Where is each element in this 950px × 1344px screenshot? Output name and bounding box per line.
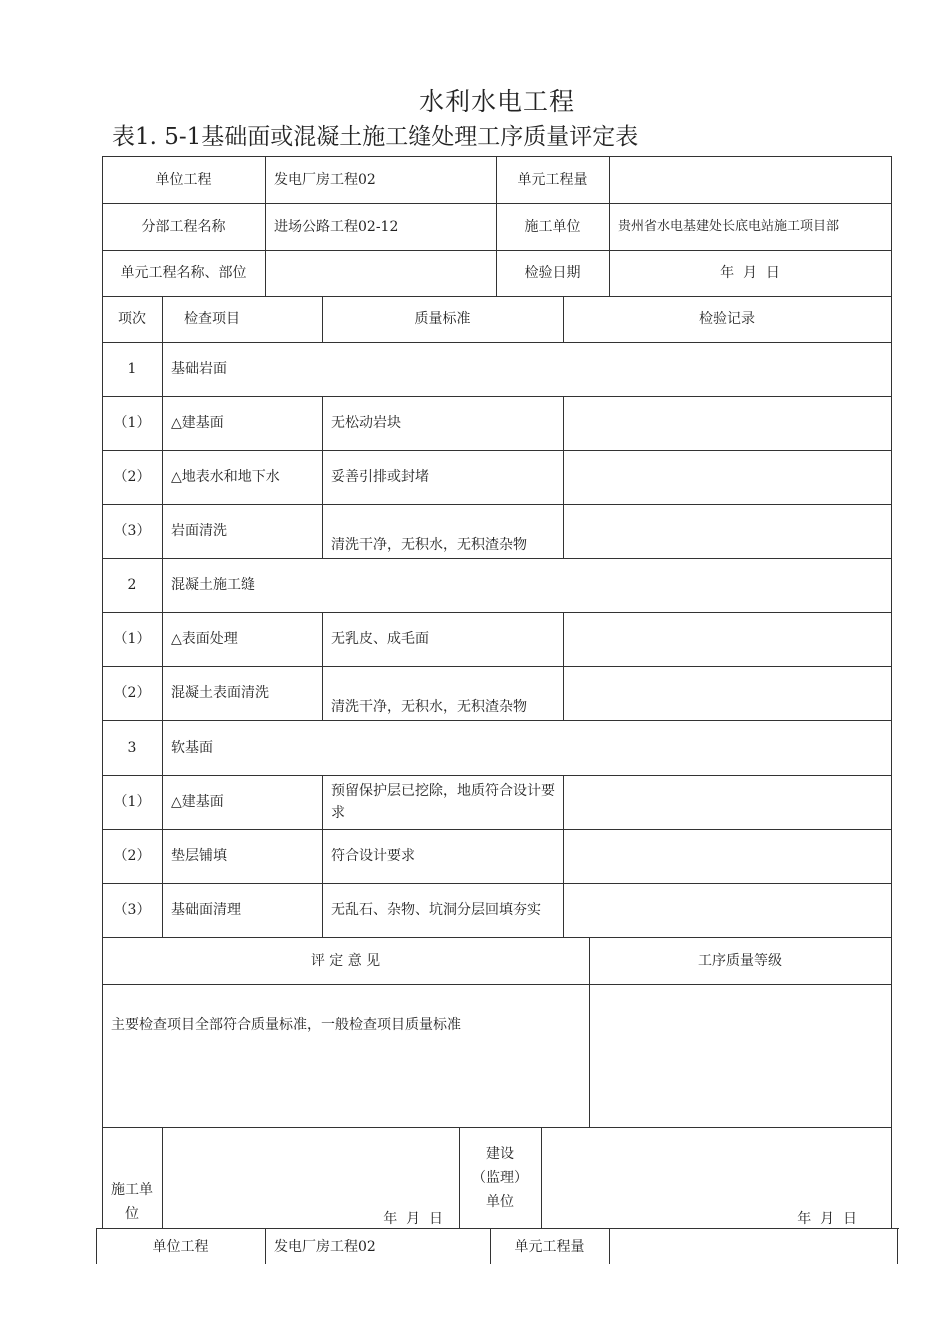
row-standard: 清洗干净，无积水，无积渣杂物: [331, 537, 527, 553]
row-item: △地表水和地下水: [171, 469, 280, 485]
row-record: [563, 450, 891, 504]
section-title: 软基面: [171, 739, 213, 756]
column-header-standard: 质量标准: [414, 311, 471, 327]
grade-value: [589, 984, 891, 1127]
row-number: （2）: [113, 848, 151, 864]
row-record: [563, 396, 891, 450]
section-title: 混凝土施工缝: [171, 577, 255, 593]
unit-name-label: 单元工程名称、部位: [120, 265, 247, 281]
section-number: 1: [127, 361, 137, 377]
form-subtitle: 表1. 5-1基础面或混凝土施工缝处理工序质量评定表: [112, 124, 639, 150]
inspect-date-value: 年 月 日: [720, 265, 780, 281]
row-record: [563, 666, 891, 720]
row-item: 基础面清理: [171, 902, 241, 918]
row-standard: 无乳皮、成毛面: [331, 631, 429, 647]
opinion-text: 主要检查项目全部符合质量标准，一般检查项目质量标准: [111, 1017, 461, 1033]
grade-label: 工序质量等级: [698, 952, 782, 969]
supervisor-label-line2: （监理）: [472, 1169, 528, 1186]
row-record: [563, 504, 891, 558]
row-item: △表面处理: [171, 631, 238, 647]
column-header-item: 检查项目: [184, 311, 240, 327]
contractor-signature-text: 施工单位: [111, 1182, 153, 1222]
row-standard: 清洗干净，无积水，无积渣杂物: [331, 699, 527, 715]
row-number: （1）: [113, 415, 151, 431]
section-number: 2: [127, 577, 137, 593]
unit-project-value: 发电厂房工程02: [274, 171, 376, 188]
contractor-value: 贵州省水电基建处长底电站施工项目部: [618, 218, 840, 234]
supervisor-label-line1: 建设: [486, 1145, 514, 1162]
column-header-no: 项次: [118, 311, 146, 327]
row-standard: 无松动岩块: [331, 415, 401, 431]
row-record: [563, 775, 891, 829]
row-number: （3）: [113, 902, 151, 918]
row-number: （1）: [113, 631, 151, 647]
row-standard: 符合设计要求: [331, 848, 415, 864]
document-title: 水利水电工程: [418, 87, 575, 116]
section-title: 基础岩面: [171, 361, 227, 377]
row-item: 垫层铺填: [171, 848, 227, 864]
inspect-date-label: 检验日期: [524, 265, 581, 281]
sub-project-label: 分部工程名称: [141, 218, 226, 235]
supervisor-signature-date: 年 月 日: [797, 1211, 857, 1227]
row-standard: 无乱石、杂物、坑洞分层回填夯实: [331, 902, 541, 918]
opinion-label: 评 定 意 见: [310, 952, 381, 969]
sub-project-value: 进场公路工程02-12: [274, 218, 399, 235]
row-number: （2）: [113, 685, 151, 701]
section-number: 3: [127, 739, 137, 756]
next-unit-project-label: 单位工程: [152, 1239, 209, 1255]
next-unit-quantity-label: 单元工程量: [514, 1239, 585, 1255]
unit-quantity-value: [609, 156, 891, 203]
row-number: （2）: [113, 469, 151, 485]
row-number: （3）: [113, 523, 151, 539]
unit-project-label: 单位工程: [155, 171, 212, 188]
row-record: [563, 829, 891, 883]
next-unit-project-value: 发电厂房工程02: [274, 1239, 376, 1255]
row-item: 混凝土表面清洗: [171, 685, 269, 701]
contractor-label: 施工单位: [524, 218, 581, 235]
row-item: 岩面清洗: [171, 523, 227, 539]
column-header-record: 检验记录: [699, 311, 755, 327]
row-standard: 妥善引排或封堵: [331, 469, 429, 485]
contractor-signature-date: 年 月 日: [383, 1211, 443, 1227]
row-record: [563, 883, 891, 937]
unit-name-value: [265, 250, 496, 296]
supervisor-label-line3: 单位: [486, 1193, 514, 1210]
row-standard: 预留保护层已挖除，地质符合设计要求: [331, 783, 555, 821]
row-record: [563, 612, 891, 666]
unit-quantity-label: 单元工程量: [517, 171, 588, 188]
row-number: （1）: [113, 794, 151, 810]
supervisor-signature-label: [459, 1127, 541, 1228]
row-item: △建基面: [171, 794, 224, 810]
row-item: △建基面: [171, 415, 224, 431]
contractor-signature-label: [102, 1127, 162, 1228]
